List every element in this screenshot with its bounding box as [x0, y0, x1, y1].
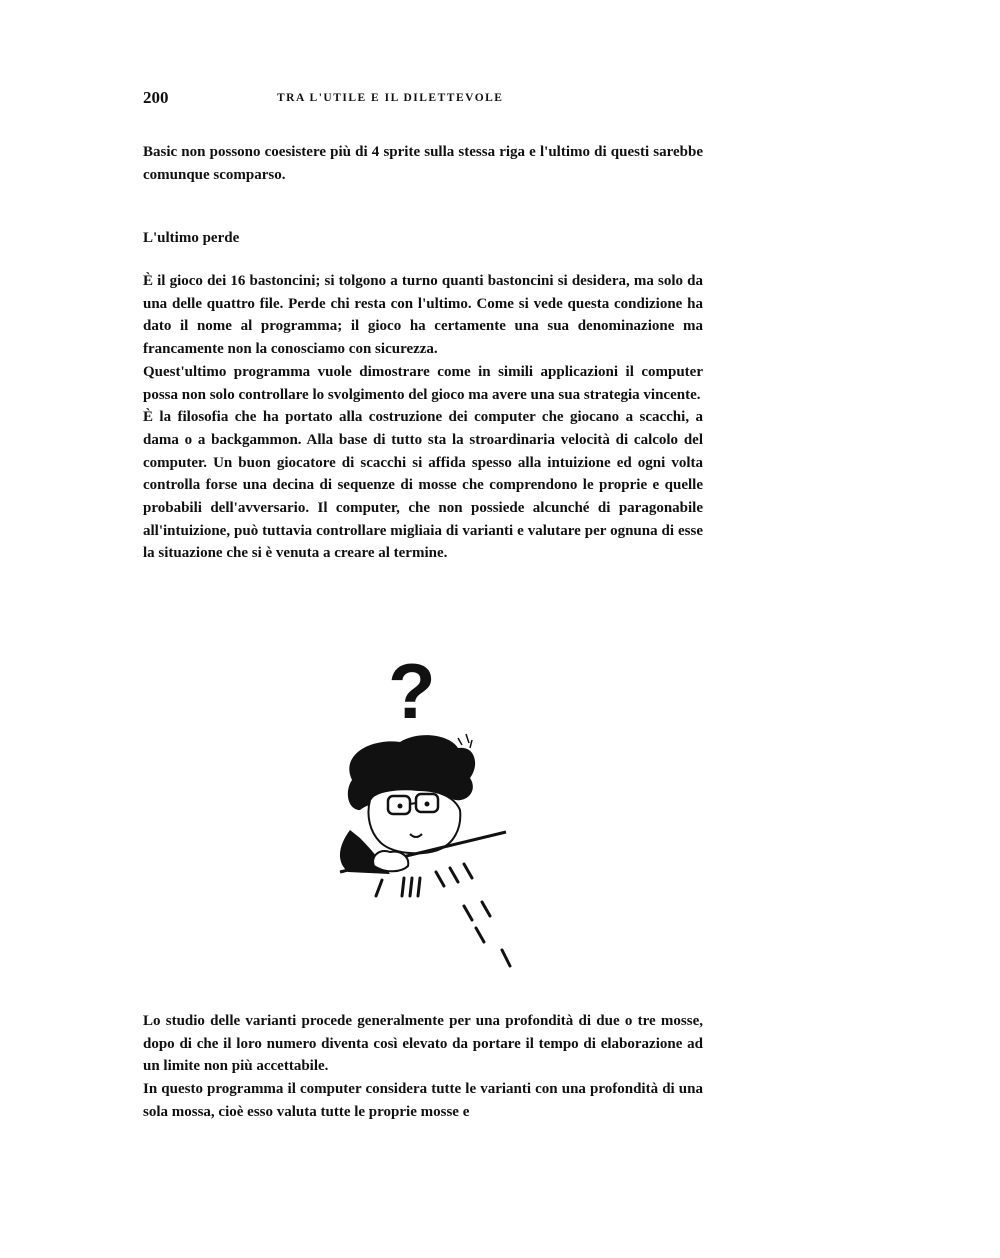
paragraph: Quest'ultimo programma vuole dimostrare come in simili applicazioni il computer possa non solo controllare lo svolgimento del gioco ma avere una sua strategia vincente. [143, 363, 703, 403]
page-number: 200 [143, 88, 169, 107]
top-paragraph-block [143, 141, 703, 186]
bottom-paragraph-block [143, 1010, 703, 1124]
paragraph: Basic non possono coesistere più di 4 sprite sulla stessa riga e l'ultimo di questi sarebbe comunque scomparso. [143, 144, 703, 183]
paragraph: È il gioco dei 16 bastoncini; si tolgono a turno quanti bastoncini si desidera, ma solo da una delle quattro file. Perde chi resta con l'ultimo. Come si vede questa condizione ha dato il nome al programma; il gioco ha certamente una sua denominazione ma francamente non la conosciamo con sicurezza. [143, 273, 703, 358]
paragraph: In questo programma il computer considera tutte le varianti con una profondità di una sola mossa, cioè esso valuta tutte le proprie mosse e [143, 1081, 703, 1120]
paragraph: È la filosofia che ha portato alla costruzione dei computer che giocano a scacchi, a dama o a backgammon. Alla base di tutto sta la stroardinaria velocità di calcolo del computer. Un buon giocatore di scacchi si affida spesso alla intuizione ed ogni volta controlla forse una decina di sequenze di mosse che comprendono le proprie e quelle probabili dell'avversario. Il computer, che non possiede alcunché di paragonabile all'intuizione, può tuttavia controllare migliaia di varianti e valutare per ognuna di esse la situazione che si è venuta a creare al termine. [143, 409, 703, 562]
puzzled-man-with-sticks-icon [330, 650, 530, 980]
section-heading: L'ultimo perde [143, 230, 240, 246]
page-header [143, 88, 703, 112]
running-title: TRA L'UTILE E IL DILETTEVOLE [277, 92, 504, 104]
question-mark-icon: ? [388, 650, 436, 735]
paragraph: Lo studio delle varianti procede generalmente per una profondità di due o tre mosse, dopo di che il loro numero diventa così elevato da portare il tempo di elaborazione ad un limite non più accettabile. [143, 1013, 703, 1075]
section-body [143, 270, 703, 565]
